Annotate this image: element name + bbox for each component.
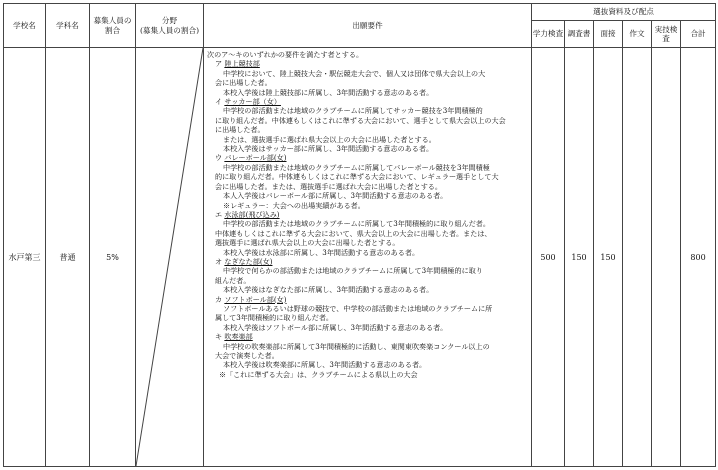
req-e-mark: オ (215, 256, 223, 266)
cell-interview: 150 (594, 48, 623, 467)
req-a-line2: 会に出場した者。 (215, 78, 272, 88)
req-b-line2: に取り組んだ者。中体連もしくはこれに準ずる大会において、選手として県大会以上の大会 (215, 115, 506, 125)
req-g-line1: 中学校の吹奏楽部に所属して3年間積極的に活動し、東関東吹奏楽コンクール以上の (223, 341, 490, 351)
req-g-mark: キ (215, 332, 223, 342)
header-academic: 学力検査 (532, 21, 565, 48)
req-d-line1: 中学校の部活動または地域のクラブチームに所属して3年間積極的に取り組んだ者。 (223, 219, 490, 229)
req-b-heading (207, 97, 528, 106)
req-e-line1: 中学校で何らかの部活動または地域のクラブチームに所属して3年間積極的に取り (223, 266, 483, 276)
header-course: 学科名 (46, 4, 90, 48)
req-f-title: ソフトボール部(女) (224, 294, 287, 304)
req-g-title: 吹奏楽部 (224, 332, 253, 342)
req-f-line3: 本校入学後はソフトボール部に所属し、3年間活動する意志のある者。 (223, 322, 448, 332)
req-c-line1: 中学校の部活動または地域のクラブチームに所属してバレーボール競技を3年間積極 (223, 162, 490, 172)
req-e-line3: 本校入学後はなぎなた部に所属し、3年間活動する意志のある者。 (223, 285, 434, 295)
req-e-line2: 組んだ者。 (215, 275, 251, 285)
req-a-title: 陸上競技部 (224, 59, 260, 69)
req-f-line2: 属して3年間積極的に取り組んだ者。 (215, 313, 334, 323)
req-b-line5: 本校入学後はサッカー部に所属し、3年間活動する意志のある者。 (223, 144, 434, 154)
diagonal-slash (136, 48, 203, 466)
header-report: 調査書 (565, 21, 594, 48)
cell-course: 普通 (46, 48, 90, 467)
cell-academic: 500 (532, 48, 565, 467)
req-b-title: サッカー部（女） (224, 97, 281, 107)
header-total: 合計 (681, 21, 716, 48)
header-school: 学校名 (4, 4, 46, 48)
req-e-heading (207, 257, 528, 266)
req-c-line5: ※レギュラー：大会への出場実績がある者。 (223, 200, 365, 210)
req-e-title: なぎなた部(女) (224, 256, 273, 266)
req-a-heading (207, 59, 528, 68)
req-b-line4: または、選抜選手に選ばれ県大会以上の大会に出場した者とする。 (223, 134, 436, 144)
req-a-mark: ア (215, 59, 223, 69)
header-ratio: 募集人員の割合 (90, 4, 136, 48)
cell-field-empty (136, 48, 204, 467)
header-field-label: 分野 (161, 16, 178, 25)
req-c-line4: 本人入学後はバレーボール部に所属し、3年間活動する意志のある者。 (223, 191, 448, 201)
req-g-heading (207, 332, 528, 341)
cell-school: 水戸第三 (4, 48, 46, 467)
req-a-line3: 本校入学後は陸上競技部に所属し、3年間活動する意志のある者。 (223, 87, 434, 97)
req-b-line3: に出場した者。 (215, 125, 265, 135)
req-d-line4: 本校入学後は水泳部に所属し、3年間活動する意志のある者。 (223, 247, 420, 257)
req-c-line2: 的に取り組んだ者。中体連もしくはこれに準ずる大会において、レギュラー選手として大 (215, 172, 499, 182)
header-field-sub: (募集人員の割合) (139, 25, 200, 35)
cell-ratio: 5% (90, 48, 136, 467)
req-d-title: 水泳部(飛び込み) (224, 209, 280, 219)
cell-practical (652, 48, 681, 467)
cell-essay (623, 48, 652, 467)
req-g-line2: 大会で演奏した者。 (215, 351, 279, 360)
header-field (136, 4, 204, 48)
req-d-mark: エ (215, 209, 223, 219)
req-d-line3: 選抜選手に選ばれ県大会以上の大会に出場した者とする。 (215, 238, 400, 248)
req-b-line1: 中学校の部活動または地域のクラブチームに所属してサッカー競技を3年間積極的 (223, 106, 483, 116)
req-intro: 次のア～キのいずれかの要件を満たす者とする。 (207, 50, 364, 59)
req-d-heading (207, 210, 528, 219)
req-b-mark: イ (215, 97, 223, 107)
req-c-title: バレーボール部(女) (224, 153, 287, 163)
cell-total: 800 (681, 48, 716, 467)
req-c-line3: 会に出場した者。または、選抜選手に選ばれ大会に出場した者とする。 (215, 181, 442, 191)
req-a-line1: 中学校において、陸上競技大会・駅伝競走大会で、個人又は団体で県大会以上の大 (223, 68, 486, 78)
req-c-mark: ウ (215, 153, 223, 163)
req-g-line3: 本校入学後は吹奏楽部に所属し、3年間活動する意志のある者。 (223, 360, 427, 370)
req-f-line1: ソフトボールあるいは野球の競技で、中学校の部活動または地域のクラブチームに所 (223, 303, 493, 313)
req-note: ※「これに準ずる大会」は、クラブチームによる県以上の大会 (219, 369, 418, 379)
req-f-mark: カ (215, 294, 223, 304)
header-interview: 面接 (594, 21, 623, 48)
header-practical: 実技検査 (652, 21, 681, 48)
admission-requirements-table (3, 3, 716, 467)
header-essay: 作文 (623, 21, 652, 48)
req-d-line2: 中体連もしくはこれに準ずる大会において、県大会以上の大会に出場した者。または、 (215, 228, 492, 238)
req-f-heading (207, 295, 528, 304)
cell-requirements (204, 48, 532, 467)
req-c-heading (207, 153, 528, 162)
cell-report: 150 (565, 48, 594, 467)
header-selection-group: 選抜資料及び配点 (532, 4, 716, 21)
header-requirements: 出願要件 (204, 4, 532, 48)
